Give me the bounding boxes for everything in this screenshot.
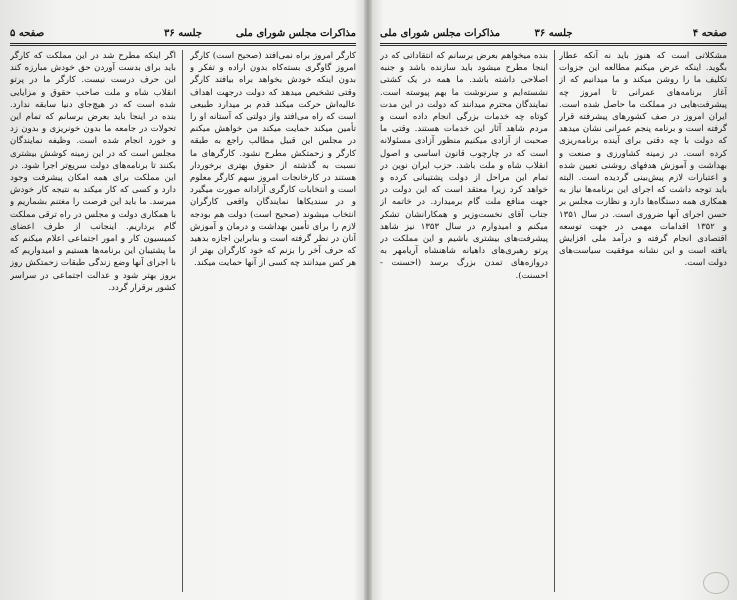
column-divider xyxy=(554,50,555,592)
left-page-header xyxy=(10,28,356,44)
right-page-header xyxy=(380,28,727,44)
top-rule xyxy=(10,45,356,46)
session-number: جلسه ۳۶ xyxy=(534,28,573,39)
header-divider xyxy=(10,43,356,44)
publication-title: مذاکرات مجلس شورای ملی xyxy=(380,28,501,39)
column-text: اگر اینکه مطرح شد در این مملکت که کارگر باید برای بدست آوردن حق خودش مبارزه کند این حرف درست نیست. کارگر ما در پرتو انقلاب شاه و ملت صاحب حقوق و مزایایی شده است که در هیچ‌جای دنیا سابقه ندارد. بنده در اینجا باید بعرض برسانم که تمام این تحولات در جامعه ما بدون خونریزی و بدون زد و خورد انجام شده است. وظیفه نمایندگان مجلس است که در این زمینه کوشش بیشتری بکنند تا برنامه‌های دولت سریع‌تر اجرا شود. در این مملکت برای همه امکان پیشرفت وجود دارد و کسی که کار میکند به نتیجه کار خودش میرسد. ما باید این فرصت را مغتنم بشماریم و با همکاری دولت و مجلس در راه ترقی مملکت گام برداریم. اینجانب از طرف اعضای کمیسیون کار و امور اجتماعی اعلام میکنم که ما پشتیبان این برنامه‌ها هستیم و امیدواریم که با اجرای آنها وضع زندگی طبقات زحمتکش روز بروز بهتر شود و عدالت اجتماعی در سراسر کشور برقرار گردد. xyxy=(10,51,176,293)
left-page xyxy=(0,0,366,600)
page-number: صفحه ۵ xyxy=(10,28,45,39)
text-column-left xyxy=(380,50,548,592)
column-text: بنده میخواهم بعرض برسانم که انتقاداتی که در اینجا مطرح میشود باید سازنده باشد و جنبه اصلاحی داشته باشد. ما همه در یک کشتی نشسته‌ایم و سرنوشت ما بهم پیوسته است. نمایندگان محترم میدانند که دولت در این مدت کوتاه چه خدمات بزرگی انجام داده است و مردم شاهد آثار این خدمات هستند. وقتی ما صحبت از آزادی میکنیم منظور آزادی مسئولانه است که در چارچوب قانون اساسی و اصول انقلاب شاه و ملت باشد. حزب ایران نوین در تمام این مراحل از دولت پشتیبانی کرده و خواهد کرد زیرا معتقد است که این دولت در جهت منافع ملت گام برمیدارد. در خاتمه از جناب آقای نخست‌وزیر و همکارانشان تشکر میکنم و امیدوارم در سال ۱۳۵۳ نیز شاهد پیشرفت‌های بیشتری باشیم و این مملکت در پرتو رهبری‌های داهیانه شاهنشاه آریامهر به دروازه‌های تمدن بزرگ برسد (احسنت - احسنت). xyxy=(380,51,548,281)
header-divider xyxy=(380,43,727,44)
ink-stamp-mark xyxy=(703,572,729,594)
publication-title: مذاکرات مجلس شورای ملی xyxy=(235,28,356,39)
column-text: مشکلاتی است که هنوز باید نه آنکه عطار بگوید. اینکه عرض میکنم مطالعه این جزوات تکلیف ما را روشن میکند و ما میدانیم که از آغاز برنامه‌های عمرانی تا امروز چه پیشرفت‌هایی در مملکت ما حاصل شده است. ایران امروز در صف کشورهای پیشرفته قرار گرفته است و برنامه پنجم عمرانی نشان میدهد که دولت با چه دقتی برای آینده برنامه‌ریزی کرده است. در زمینه کشاورزی و صنعت و بهداشت و آموزش هدفهای روشنی تعیین شده و اعتبارات لازم پیش‌بینی گردیده است. البته باید توجه داشت که اجرای این برنامه‌ها نیاز به همکاری همه دستگاه‌ها دارد و نظارت مجلس بر حسن اجرای آنها ضروری است. در سال ۱۳۵۱ و ۱۳۵۲ اقدامات مهمی در جهت توسعه اقتصادی انجام گرفته و درآمد ملی افزایش یافته است و این نشانه موفقیت سیاست‌های دولت است. xyxy=(559,51,727,269)
text-column-left xyxy=(10,50,176,592)
column-divider xyxy=(182,50,183,592)
session-number: جلسه ۳۶ xyxy=(163,28,203,39)
top-rule xyxy=(380,45,727,46)
right-page xyxy=(370,0,737,600)
text-column-right xyxy=(559,50,727,592)
column-text: کارگر امروز براه نمی‌افتد (صحیح است) کارگر امروز گاوگری بسته‌کاه بدون اراده و تفکر و بدون اینکه خودش بخواهد براه بیافتد کارگر وقتی تشخیص میدهد که دولت درجهت اهداف عالیه‌اش حرکت میکند قدم بر میدارد طبیعی است که راه می‌افتد واز دولتی که آستانه او را تأمین میکند حمایت میکند من خواهش میکنم در مجلس این قبیل مطالب راجع به طبقه کارگر و زحمتکش مطرح نشود. کارگرهای ما نسبت به گذشته از حقوق بهتری برخوردار هستند در کارخانجات امروز سهم کارگر معلوم است و انتخابات کارگری آزادانه صورت میگیرد و در سندیکاها نمایندگان واقعی کارگران انتخاب میشوند (صحیح است) دولت هم بودجه لازم را برای تأمین بهداشت و درمان و آموزش آنان در نظر گرفته است و بنابراین اجازه بدهید که حرف آخر را بزنم که خود کارگران بهتر از هر کس میدانند چه کسی از آنها حمایت میکند. xyxy=(190,51,356,269)
page-number: صفحه ۴ xyxy=(692,28,727,39)
text-columns xyxy=(380,50,727,592)
text-column-right xyxy=(190,50,356,592)
text-columns xyxy=(10,50,356,592)
